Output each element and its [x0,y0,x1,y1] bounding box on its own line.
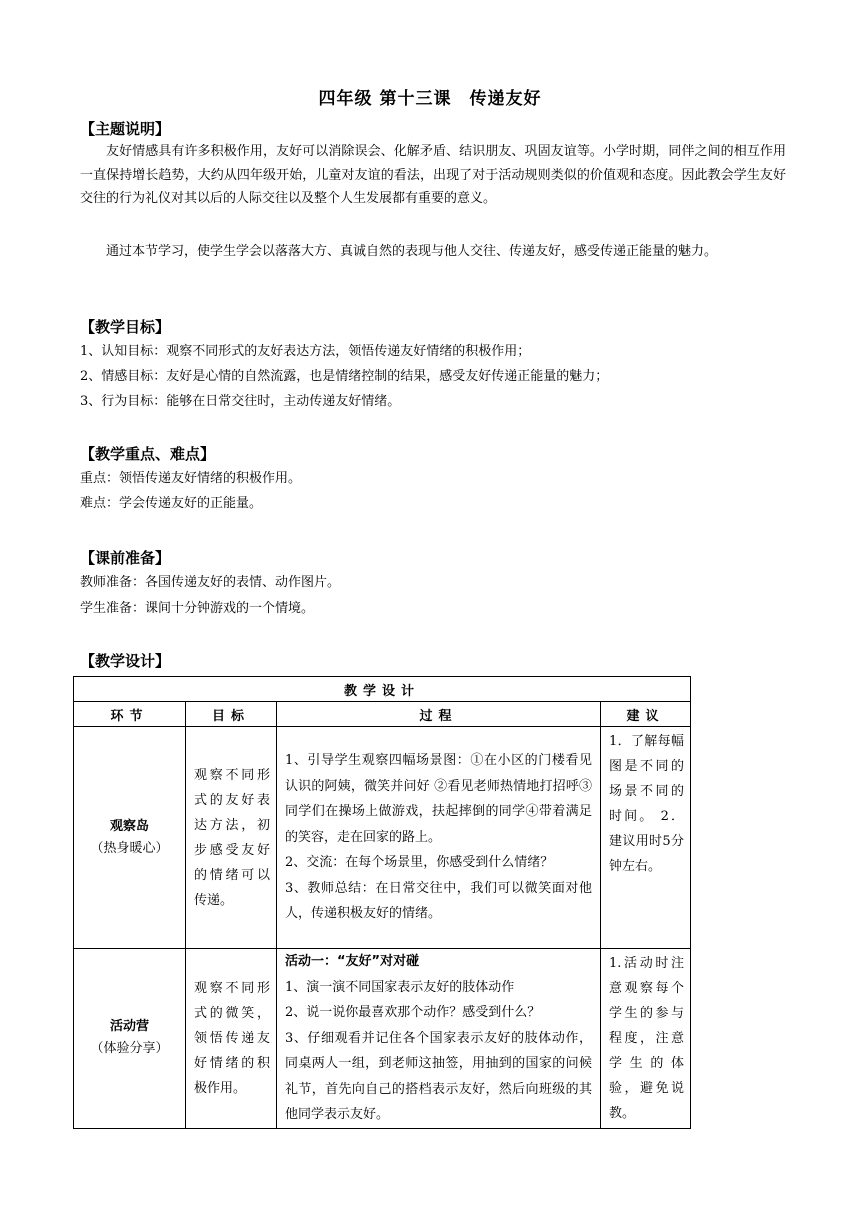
column-header-goal: 目标 [186,702,277,727]
key-point-item-1: 重点：领悟传递友好情绪的积极作用。 [80,471,302,486]
goal-cell: 观察不同形式的友好表达方法，初步感受友好的情绪可以传递。 [186,727,277,949]
table-row [74,949,691,1129]
page-title: 四年级 第十三课 传递友好 [318,89,542,109]
process-step: 3、仔细观看并记住各个国家表示友好的肢体动作，同桌两人一组，到老师这抽签，用抽到的国家的问候礼节，首先向自己的搭档表示友好，然后向班级的其他同学表示友好。 [285,1030,592,1122]
preparation-item-2: 学生准备：课间十分钟游戏的一个情境。 [80,601,315,616]
goal-item-2: 2、情感目标：友好是心情的自然流露，也是情绪控制的结果，感受友好传递正能量的魅力； [80,369,609,384]
key-point-item-2: 难点：学会传递友好的正能量。 [80,496,263,511]
process-step: 3、教师总结：在日常交往中，我们可以微笑面对他人，传递积极友好的情绪。 [285,880,592,922]
stage-name: 观察岛 [109,818,149,834]
stage-subtitle: （热身暖心） [90,840,169,856]
theme-paragraph-2: 通过本节学习，使学生学会以落落大方、真诚自然的表现与他人交往、传递友好，感受传递正能量的魅力。 [106,244,718,259]
process-step: 2、说一说你最喜欢那个动作？感受到什么？ [285,1005,541,1020]
table-row [74,727,691,949]
key-points-heading: 【教学重点、难点】 [80,445,216,463]
stage-subtitle: （体验分享） [90,1041,169,1057]
goal-item-1: 1、认知目标：观察不同形式的友好表达方法，领悟传递友好情绪的积极作用； [80,344,531,359]
column-header-advice: 建议 [601,702,691,727]
goal-cell: 观察不同形式的微笑，领悟传递友好情绪的积极作用。 [186,949,277,1129]
design-table [73,676,691,1129]
advice-cell: 1.活动时注意观察每个学生的参与程度，注意学生的体验，避免说教。 [601,949,691,1129]
goal-item-3: 3、行为目标：能够在日常交往时，主动传递友好情绪。 [80,394,401,409]
column-header-stage: 环节 [74,702,186,727]
process-step: 1、引导学生观察四幅场景图：①在小区的门楼看见认识的阿姨，微笑并问好 ②看见老师热情地打招呼③同学们在操场上做游戏，扶起摔倒的同学④带着满足的笑容，走在回家的路上。 [285,753,592,845]
goals-heading: 【教学目标】 [80,318,171,336]
preparation-item-1: 教师准备：各国传递友好的表情、动作图片。 [80,575,341,590]
preparation-heading: 【课前准备】 [80,549,171,567]
design-heading: 【教学设计】 [80,652,171,670]
theme-heading: 【主题说明】 [80,120,171,138]
process-step: 1、演一演不同国家表示友好的肢体动作 [285,979,515,995]
theme-paragraph-1: 友好情感具有许多积极作用，友好可以消除误会、化解矛盾、结识朋友、巩固友谊等。小学时期，同伴之间的相互作用一直保持增长趋势，大约从四年级开始，儿童对友谊的看法，出现了对于活动规则类似的价值观和态度。因此教会学生友好交往的行为礼仪对其以后的人际交往以及整个人生发展都有重要的意义。 [80,144,786,206]
stage-name: 活动营 [109,1019,149,1035]
stage-cell [74,949,186,1129]
process-cell [277,949,601,1129]
table-title: 教学设计 [74,677,691,702]
advice-cell: 1．了解每幅图是不同的场景不同的时间。 2．建议用时5分钟左右。 [601,727,691,949]
process-cell [277,727,601,949]
column-header-process: 过程 [277,702,601,727]
activity-title: 活动一：“友好”对对碰 [285,954,420,969]
process-step: 2、交流：在每个场景里，你感受到什么情绪？ [285,855,554,871]
stage-cell [74,727,186,949]
